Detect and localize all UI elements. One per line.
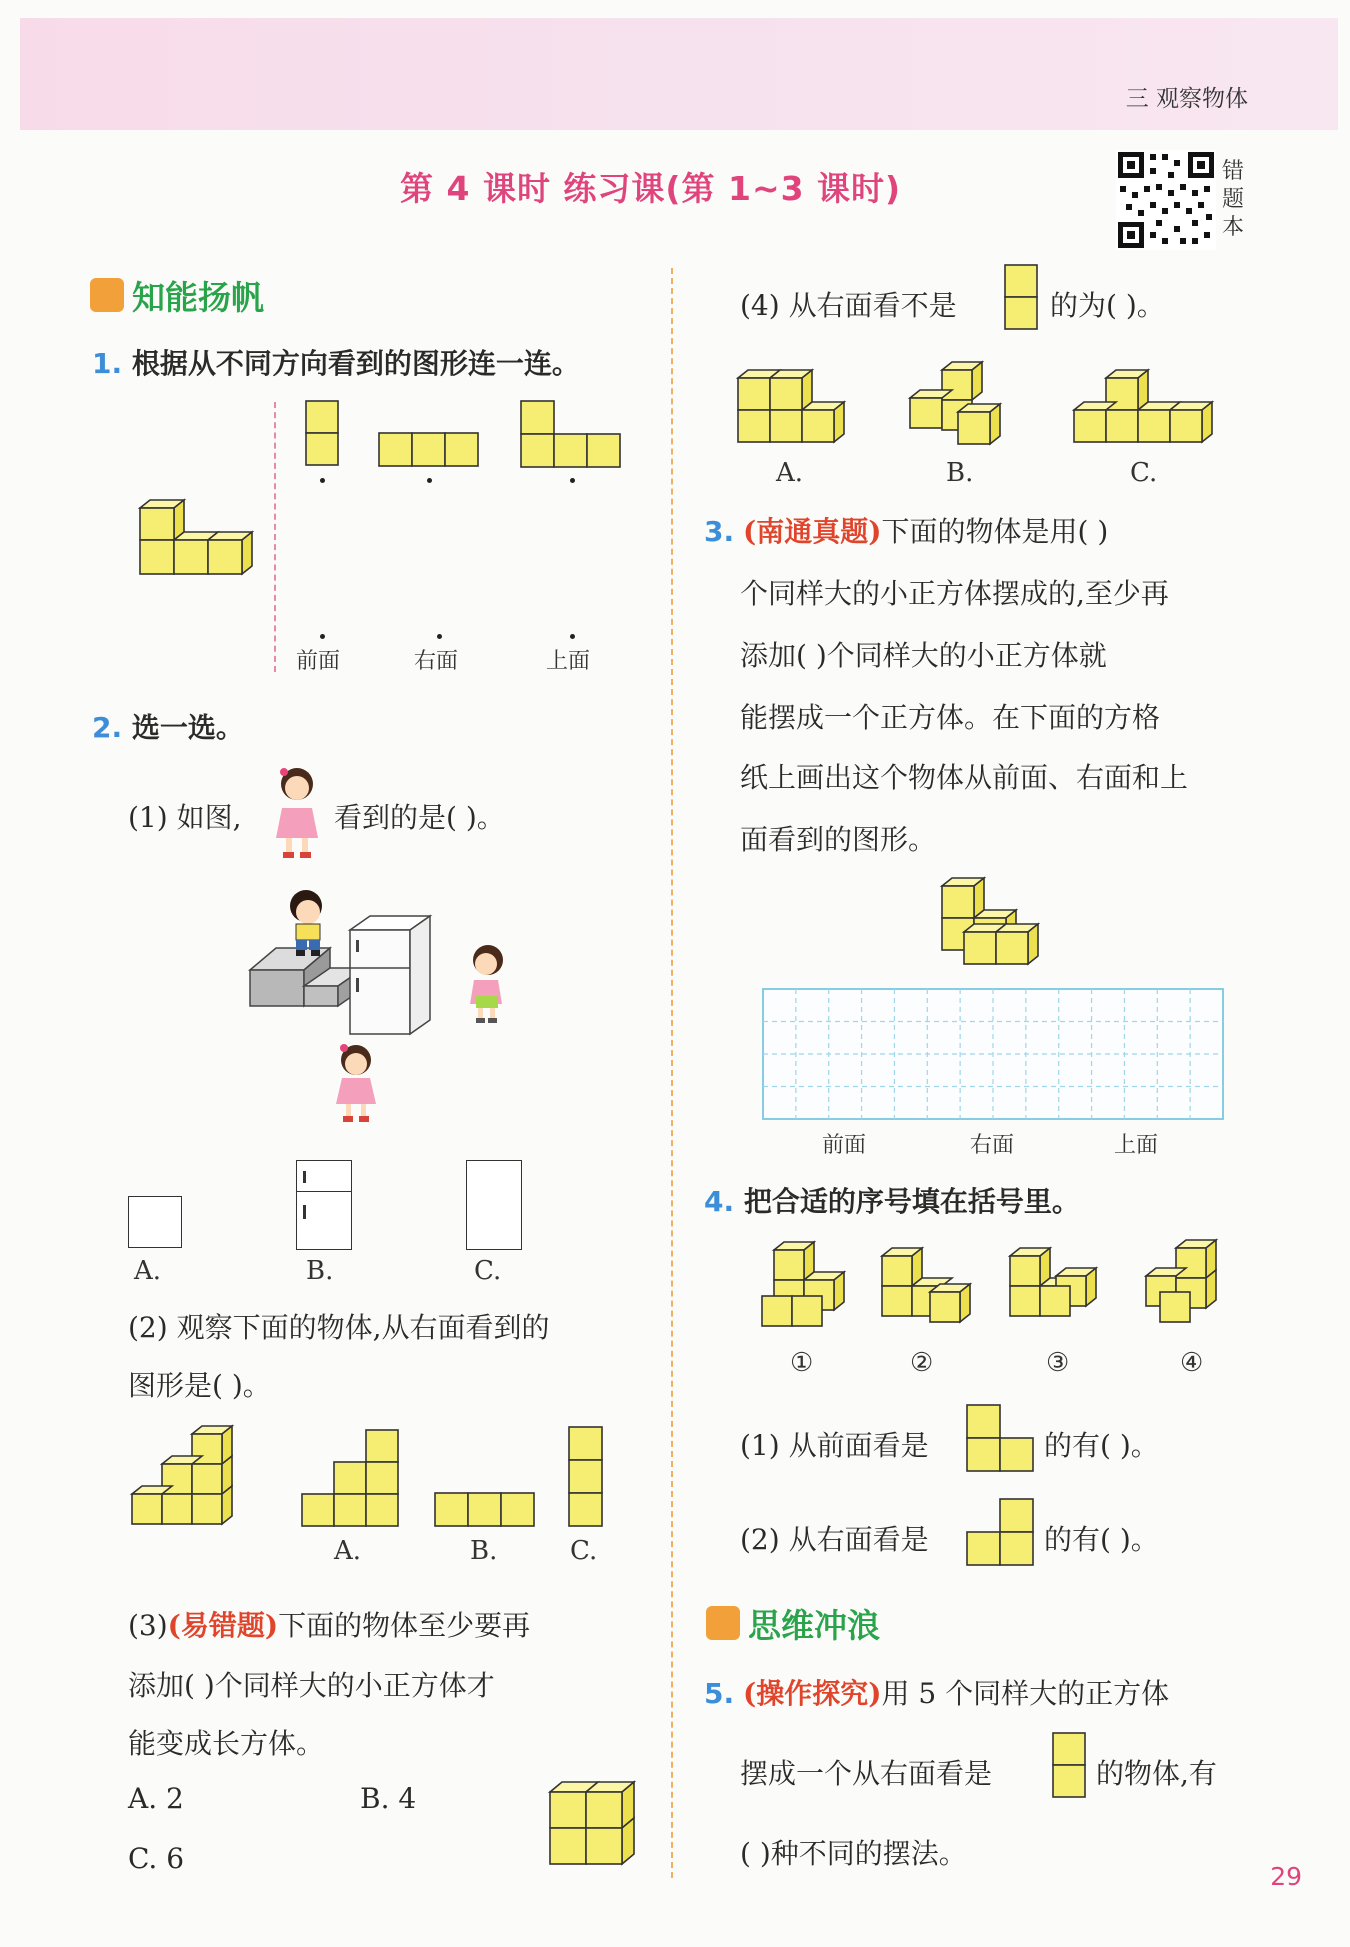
q2-p4-option-c-shape (1072, 368, 1222, 452)
q2-p4-option-a[interactable]: A. (776, 458, 804, 488)
q2-p2-line1: (2) 观察下面的物体,从右面看到的 (128, 1311, 550, 1344)
q5-line1 (704, 1672, 1169, 1712)
column-divider (671, 268, 673, 1878)
q3-line6: 面看到的图形。 (740, 823, 937, 856)
chapter-title: 三 观察物体 (1125, 86, 1248, 112)
lesson-title: 第 4 课时 练习课(第 1~3 课时) (400, 169, 902, 208)
q2-p1-option-a[interactable]: A. (134, 1256, 162, 1286)
q4-p1-text-b: 的有( )。 (1044, 1429, 1159, 1462)
q2-p1-option-c[interactable]: C. (474, 1256, 502, 1286)
q2-p1-option-b-shape (296, 1160, 352, 1250)
q5-number: 5. (704, 1677, 735, 1710)
q2-p3-prefix: (3) (128, 1609, 168, 1642)
section-icon (706, 1606, 740, 1640)
q1-view-front (305, 400, 341, 470)
q2-p1-option-a-shape (128, 1196, 182, 1248)
q1-dashed-line (274, 402, 276, 672)
q3-line4: 能摆成一个正方体。在下面的方格 (740, 701, 1161, 734)
q2-text (92, 706, 244, 746)
q3-line2: 个同样大的小正方体摆成的,至少再 (740, 577, 1169, 610)
q2-p4-shape (1004, 264, 1040, 334)
q2-p4-option-b[interactable]: B. (946, 458, 974, 488)
q1-text (92, 342, 580, 382)
dot (437, 634, 442, 639)
qr-code-icon[interactable] (1116, 150, 1216, 250)
q4-object-3 (1008, 1246, 1108, 1336)
section-heading-2: 思维冲浪 (748, 1606, 880, 1645)
q2-p3-text1: 下面的物体至少要再 (278, 1609, 531, 1642)
q4-p2-shape (966, 1498, 1036, 1568)
q2-p1-text-b: 看到的是( )。 (334, 801, 505, 834)
q2-p1-option-c-shape (466, 1160, 522, 1250)
q5-line2-a: 摆成一个从右面看是 (740, 1757, 993, 1790)
q1-object (140, 500, 260, 590)
q4-mark-3: ③ (1046, 1348, 1070, 1378)
dot (427, 478, 432, 483)
q2-p4-option-c[interactable]: C. (1130, 458, 1158, 488)
q1-view-right (378, 432, 482, 468)
q2-p2-line2: 图形是( )。 (128, 1369, 271, 1402)
q2-p2-option-a[interactable]: A. (334, 1536, 362, 1566)
q2-p2-option-c-shape (568, 1426, 606, 1530)
q3-tag: (南通真题) (743, 515, 882, 548)
q2-p3-option-b[interactable]: B. 4 (360, 1782, 417, 1815)
q2-p2-option-c[interactable]: C. (570, 1536, 598, 1566)
q2-scene (246, 888, 516, 1128)
q1-prompt: 根据从不同方向看到的图形连一连。 (131, 347, 580, 380)
dot (570, 634, 575, 639)
q4-prompt: 把合适的序号填在括号里。 (743, 1185, 1080, 1218)
q3-label-front: 前面 (822, 1133, 867, 1158)
q2-p3-object (548, 1778, 644, 1872)
q2-p2-option-b[interactable]: B. (470, 1536, 498, 1566)
q2-p1-text-a: (1) 如图, (128, 801, 242, 834)
q2-p3-line2: 添加( )个同样大的小正方体才 (128, 1669, 495, 1702)
q3-line3: 添加( )个同样大的小正方体就 (740, 639, 1107, 672)
q3-line1 (704, 510, 1108, 550)
q4-mark-1: ① (790, 1348, 814, 1378)
section-heading-1: 知能扬帆 (132, 278, 264, 317)
q4-mark-2: ② (910, 1348, 934, 1378)
q4-object-1 (760, 1240, 860, 1336)
dot (570, 478, 575, 483)
q4-p2-text-a: (2) 从右面看是 (740, 1523, 929, 1556)
q2-p3-tag: (易错题) (167, 1609, 279, 1642)
q4-p1-shape (966, 1404, 1036, 1474)
q2-p2-option-b-shape (434, 1492, 538, 1528)
q2-p4-option-a-shape (736, 368, 852, 452)
q4-text (704, 1180, 1080, 1220)
q4-object-2 (880, 1246, 980, 1336)
q1-number: 1. (92, 347, 123, 380)
q3-number: 3. (704, 515, 735, 548)
q3-line5: 纸上画出这个物体从前面、右面和上 (740, 761, 1189, 794)
q2-p3-option-a[interactable]: A. 2 (128, 1782, 184, 1815)
q5-tag: (操作探究) (743, 1677, 882, 1710)
q2-number: 2. (92, 711, 123, 744)
q4-number: 4. (704, 1185, 735, 1218)
qr-label: 错题本 (1222, 159, 1245, 240)
q2-prompt: 选一选。 (131, 711, 244, 744)
q3-label-right: 右面 (970, 1133, 1015, 1158)
page-number: 29 (1270, 1862, 1302, 1891)
q5-shape (1052, 1732, 1088, 1802)
q3-text1: 下面的物体是用( ) (881, 515, 1109, 548)
q3-label-top: 上面 (1114, 1133, 1159, 1158)
dot (320, 478, 325, 483)
q2-p2-option-a-shape (302, 1428, 402, 1528)
q1-view-top (520, 400, 624, 470)
q4-p1-text-a: (1) 从前面看是 (740, 1429, 929, 1462)
q2-p3-line3: 能变成长方体。 (128, 1727, 325, 1760)
q2-p4-option-b-shape (906, 360, 1024, 456)
header-band (20, 18, 1338, 130)
q3-object (940, 876, 1048, 966)
q2-p3-line1 (128, 1604, 530, 1644)
q5-line2-b: 的物体,有 (1096, 1757, 1217, 1790)
q4-object-4 (1140, 1238, 1240, 1336)
dot (320, 634, 325, 639)
q2-p2-object (126, 1424, 244, 1534)
q3-grid-paper[interactable] (762, 988, 1226, 1122)
q2-p3-option-c[interactable]: C. 6 (128, 1842, 185, 1875)
q1-label-front: 前面 (296, 649, 341, 674)
section-icon (90, 278, 124, 312)
girl-icon (272, 764, 322, 860)
q4-p2-text-b: 的有( )。 (1044, 1523, 1159, 1556)
q2-p4-text-b: 的为( )。 (1050, 289, 1165, 322)
q1-label-right: 右面 (414, 649, 459, 674)
q5-text1: 用 5 个同样大的正方体 (881, 1677, 1170, 1710)
q2-p4-text-a: (4) 从右面看不是 (740, 289, 957, 322)
q5-line3: ( )种不同的摆法。 (740, 1837, 967, 1870)
q4-mark-4: ④ (1180, 1348, 1204, 1378)
q2-p1-option-b[interactable]: B. (306, 1256, 334, 1286)
q1-label-top: 上面 (546, 649, 591, 674)
